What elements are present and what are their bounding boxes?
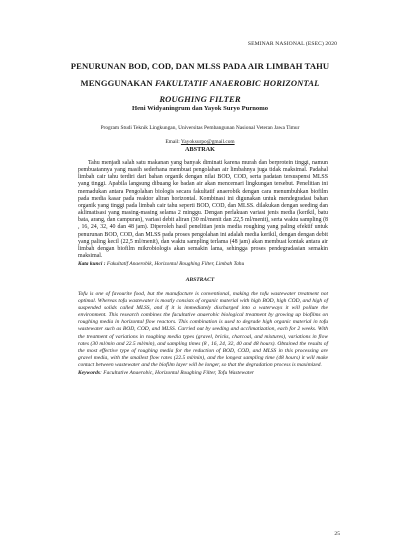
- title-line-2-plain: MENGGUNAKAN: [80, 77, 155, 88]
- title-line-3-italic: ROUGHING FILTER: [159, 94, 241, 104]
- page-number: 25: [334, 531, 340, 537]
- title-line-1: PENURUNAN BOD, COD, DAN MLSS PADA AIR LIMBAH TAHU: [70, 61, 330, 71]
- kata-kunci-text: Fakultatif Anaerobik, Horizontal Roughing Filter, Limbah Tahu: [106, 261, 245, 267]
- abstrak-body: Tahu menjadi salah satu makanan yang banyak diminati karena murah dan berprotein tinggi, namun pembuatannya yang masih sederhana membuat pengolahan air limbahnya juga tidak maksimal. Padahal limbah cair tahu terdiri dari bahan organik dengan nilai BOD, COD, serta padatan tersuspensi MLSS yang tinggi. Apabila langsung dibuang ke badan air akan mencemari lingkungan tersebut. Penelitian ini memadukan antara Pengolahan biologis secara fakultatif anaerobik dengan cara menumbuhkan biofilm pada media kasar pada reaktor aliran horizontal. Kombinasi ini digunakan untuk mendegradasi bahan organik yang tinggi pada limbah cair tahu seperti BOD, COD, dan MLSS. dilakukan dengan seeding dan aklimatisasi yang masing-masing selama 2 minggu. Dengan perlakuan variasi jenis media (kerikil, batu bata, arang, dan campuran), variasi debit aliran (30 ml/menit dan 22,5 ml/menit), serta waktu sampling (8 , 16, 24, 32, 40 dan 48 jam). Diperoleh hasil penelitian jenis media roughing yang paling efektif untuk penurunan BOD, COD, dan MLSS pada proses pengolahan ini adalah media kerikil, dengan dengan debit yang paling kecil (22,5 ml/menit), dan waktu sampling terlama (48 jam) akan membuat kontak antara air limbah dengan biofilm mikrobiologis akan semakin lama, sehingga proses pendegradasian semakin maksimal.: [78, 160, 328, 260]
- kata-kunci: [78, 261, 328, 267]
- abstract-body: Tofu is one of favourite food, but the manufacture is conventional, making the tofu wastewater treatment not optimal. Whereas tofu wastewater is mostly consists of organic material with high BOD, high COD, and high of suspended solids called MLSS, and if it is immediately discharged into a waterways it will pollute the environment. This research combines the facultative anaerobic biological treatment by growing up biofilms on roughing media in horizontal flow reactors. This combination is used to degrade high organic material in tofu wastewater such as BOD, COD, and MLSS. Carried out by seeding and acclimatization, each for 2 weeks. With the treatment of variations in roughing media types (gravel, bricks, charcoal, and mixtures), variations in flow rates (30 ml/min and 22.5 ml/min), and sampling times (8 , 16, 24, 32, 40 and 48 hours). Obtained the results of the most effective type of roughing media for the reduction of BOD, COD, and MLSS in this processing are gravel media, with the smallest flow rates (22.5 ml/min), and the longest sampling time (48 hours) it will make contact between wastewater and the biofilm layer will be longer, so that the degradation process is maximized.: [78, 291, 328, 368]
- abstrak-heading: ABSTRAK: [185, 146, 215, 153]
- abstract-heading: ABSTRACT: [185, 277, 215, 283]
- seminar-header: SEMINAR NASIONAL (ESEC) 2020: [247, 41, 337, 47]
- paper-title: [48, 58, 352, 108]
- title-line-2: [48, 75, 352, 92]
- title-line-2-italic: FAKULTATIF ANAEROBIC HORIZONTAL: [154, 77, 320, 88]
- affiliation: Program Studi Teknik Lingkungan, Universitas Pembangunan Nasional Veteran Jawa Timur: [100, 125, 300, 131]
- email-label: Email:: [165, 139, 181, 145]
- kata-kunci-label: Kata kunci :: [78, 261, 107, 267]
- authors: Heni Widyaningrum dan Yayok Suryo Purnomo: [132, 105, 268, 112]
- email-line: [60, 139, 340, 145]
- keywords: [78, 370, 328, 376]
- email-link[interactable]: Yayoksurpo@gmail.com: [180, 139, 235, 145]
- keywords-label: Keywords: [78, 370, 100, 376]
- keywords-text: : Facultative Anaerobic, Horizontal Roughing Filter, Tofu Wastewater: [100, 370, 255, 376]
